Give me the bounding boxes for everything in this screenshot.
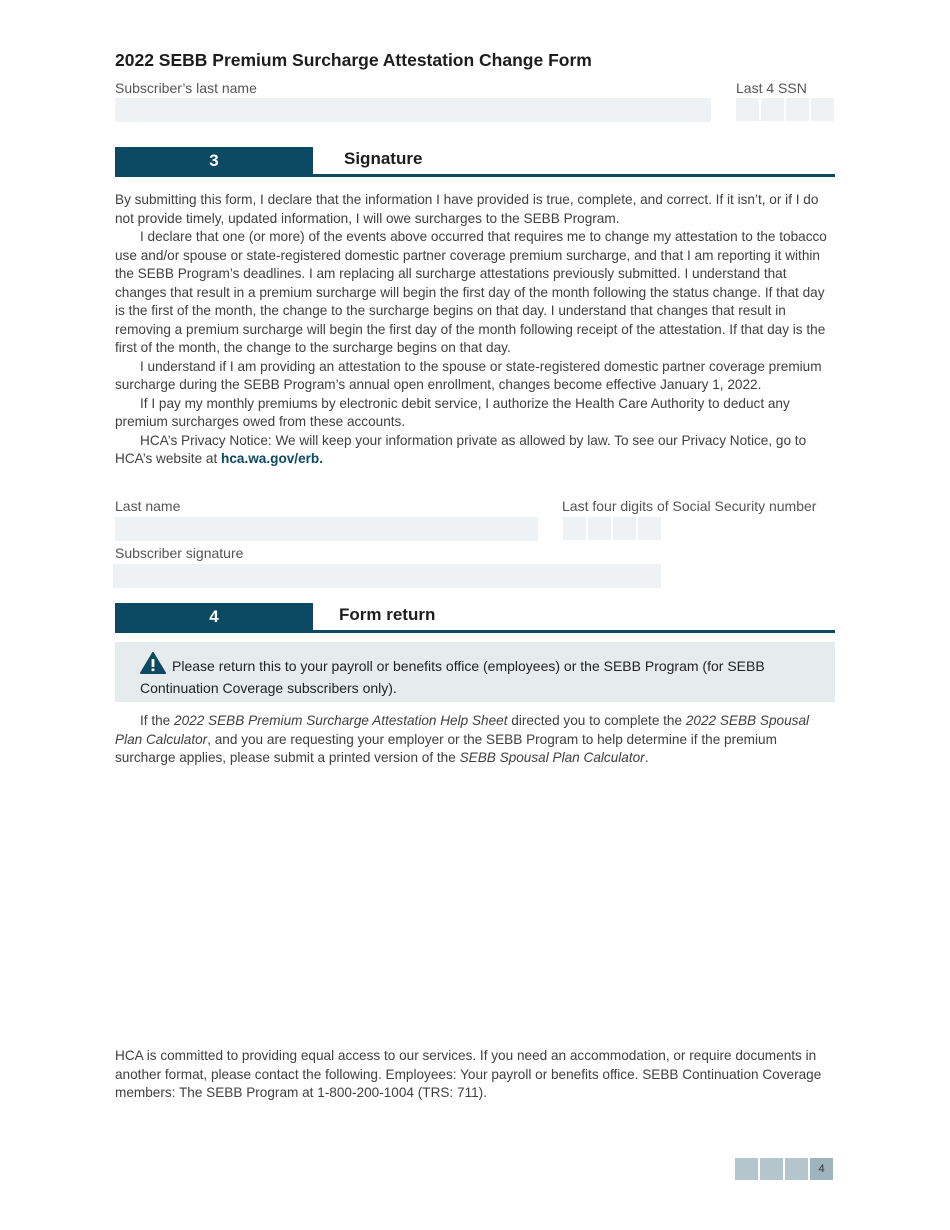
- subscriber-signature-field[interactable]: [113, 564, 661, 588]
- privacy-notice-text: HCA’s Privacy Notice: We will keep your information private as allowed by law. To see our Privacy Notice, go to HCA’s website at: [115, 432, 807, 466]
- calc-text-1: If the: [140, 713, 175, 728]
- privacy-notice-para: [115, 432, 837, 469]
- header-ssn-boxes: [736, 98, 834, 121]
- privacy-notice-link[interactable]: hca.wa.gov/erb.: [221, 451, 324, 466]
- declaration-para-2: I declare that one (or more) of the events above occurred that requires me to change my attestation to the tobacco use and/or spouse or state-registered domestic partner coverage premium surcharge, and that I am reporting it within the SEBB Program’s deadlines. I am replacing all surcharge attestations previously submitted. I understand that changes that result in a premium surcharge will begin the first day of the month following the status change. If that day is the first of the month, the change to the surcharge begins on that day. I understand that changes that result in removing a premium surcharge will begin the first day of the month following receipt of the attestation. If that day is the first of the month, the change to the surcharge begins on that day.: [115, 229, 827, 355]
- section-3-number: 3: [115, 147, 313, 174]
- page-number: 4: [810, 1158, 833, 1180]
- last-name-label: Last name: [115, 498, 181, 514]
- section-3-header: [115, 147, 835, 177]
- section-3-title: Signature: [344, 149, 423, 168]
- header-ssn-digit-4[interactable]: [811, 98, 834, 121]
- ssn-full-label: Last four digits of Social Security number: [562, 498, 817, 514]
- ssn-digit-1[interactable]: [563, 517, 586, 540]
- section-4-header: [115, 603, 835, 633]
- header-ssn-digit-1[interactable]: [736, 98, 759, 121]
- calc-text-2: directed you to complete the: [507, 713, 686, 728]
- calculator-para: [115, 712, 837, 768]
- calculator-instructions: [115, 712, 837, 768]
- last4-ssn-label: Last 4 SSN: [736, 80, 807, 96]
- signature-declaration: [115, 191, 837, 469]
- subscriber-last-name-label: Subscriber’s last name: [115, 80, 257, 96]
- section-4-number: 4: [115, 603, 313, 630]
- header-ssn-digit-2[interactable]: [761, 98, 784, 121]
- section-4-title: Form return: [339, 605, 436, 624]
- header-ssn-digit-3[interactable]: [786, 98, 809, 121]
- signature-ssn-boxes: [563, 517, 661, 540]
- accessibility-footer: HCA is committed to providing equal access to our services. If you need an accommodation, or require documents in another format, please contact the following. Employees: Your payroll or benefits office. SEBB Continuation Coverage members: The SEBB Program at 1-800-200-1004 (TRS: 711).: [115, 1048, 822, 1100]
- subscriber-signature-label: Subscriber signature: [115, 545, 244, 561]
- help-sheet-title: 2022 SEBB Premium Surcharge Attestation Help Sheet: [174, 713, 508, 728]
- subscriber-last-name-field[interactable]: [115, 98, 711, 122]
- notice-text: Please return this to your payroll or benefits office (employees) or the SEBB Program (for SEBB Continuation Coverage subscribers only).: [140, 658, 765, 696]
- declaration-para-4: If I pay my monthly premiums by electronic debit service, I authorize the Health Care Authority to deduct any premium surcharges owed from these accounts.: [115, 395, 790, 429]
- form-return-notice: [115, 642, 835, 702]
- last-name-field[interactable]: [115, 517, 538, 541]
- calc-text-4: .: [644, 750, 649, 765]
- calc-text-3: , and you are requesting your employer or the SEBB Program to help determine if the premium surcharge applies, please submit a printed version of the: [115, 731, 777, 765]
- ssn-digit-4[interactable]: [638, 517, 661, 540]
- ssn-digit-2[interactable]: [588, 517, 611, 540]
- page-nav-box-2: [760, 1158, 783, 1180]
- page-nav-box-3: [785, 1158, 808, 1180]
- ssn-digit-3[interactable]: [613, 517, 636, 540]
- form-title: 2022 SEBB Premium Surcharge Attestation Change Form: [115, 50, 592, 70]
- declaration-para-1: By submitting this form, I declare that the information I have provided is true, complete, and correct. If it isn’t, or if I do not provide timely, updated information, I will owe surcharges to the SEBB Program.: [115, 192, 819, 226]
- calculator-short-title: SEBB Spousal Plan Calculator: [459, 750, 645, 765]
- page-nav-box-1: [735, 1158, 758, 1180]
- calculator-title: 2022 SEBB Spousal Plan Calculator: [115, 713, 810, 747]
- page-navigation: [735, 1158, 833, 1180]
- warning-icon: [140, 652, 166, 679]
- declaration-para-3: I understand if I am providing an attestation to the spouse or state-registered domestic partner coverage premium surcharge during the SEBB Program’s annual open enrollment, changes become effective January 1, 2022.: [115, 358, 822, 392]
